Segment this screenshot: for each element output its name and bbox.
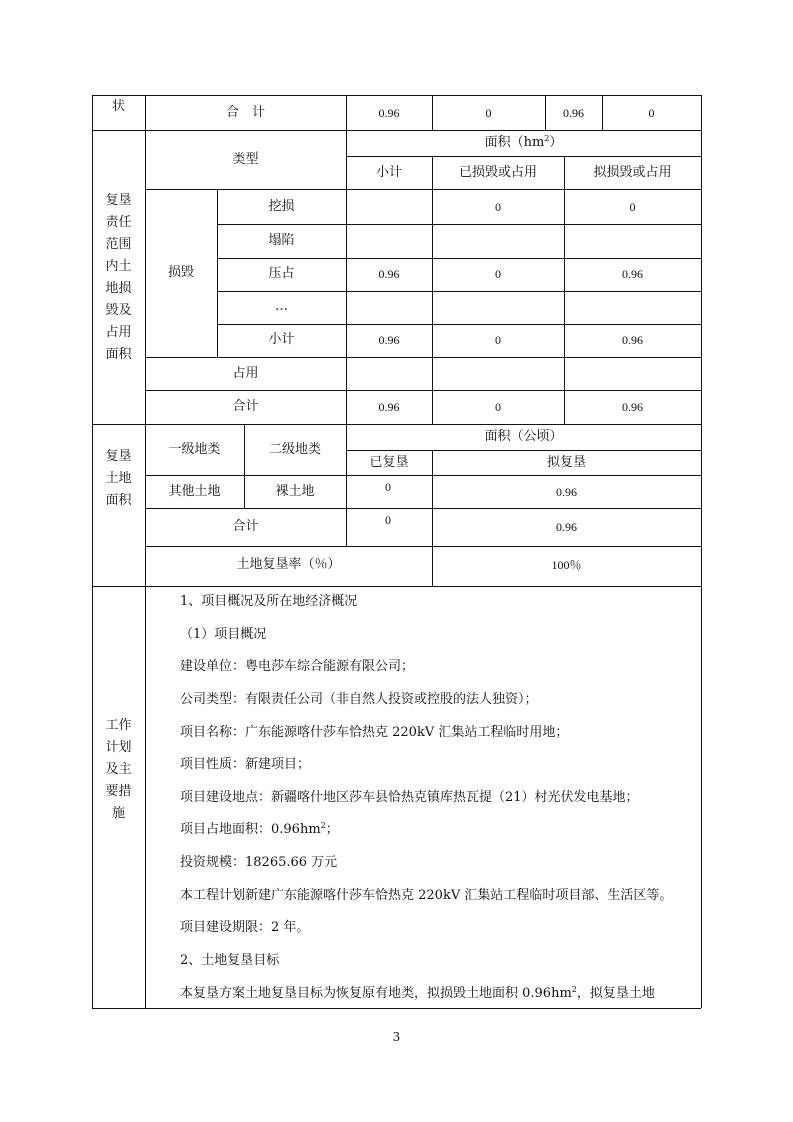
work-section-title [94,715,143,825]
work-line: 1、项目概况及所在地经济概况 [180,594,358,609]
row-line [92,130,701,131]
title-char: 工作 [105,718,132,733]
col-line [145,95,146,1008]
row-line [217,291,701,292]
top-value-1: 0.96 [378,106,400,120]
work-line: 2、土地复垦目标 [180,953,280,968]
row-line [145,546,701,547]
title-char: 计划 [105,740,132,755]
row-line [145,357,701,358]
row-value: 0 [629,200,636,214]
title-char: 地损 [105,281,132,296]
area-header-end: ） [549,135,563,150]
work-line-target [180,986,655,1002]
row-value: 0 [495,200,501,214]
superscript: 2 [571,985,577,994]
superscript: 2 [320,821,326,830]
work-line: 项目性质：新建项目； [180,757,311,772]
row-line [346,156,701,157]
work-line: 本工程计划新建广东能源喀什莎车恰热克 220kV 汇集站工程临时项目部、生活区等。 [180,888,673,903]
semicolon: ； [325,822,339,837]
title-char: 要措 [105,784,132,799]
work-line: 投资规模：18265.66 万元 [180,855,338,870]
row-line [145,508,701,509]
title-char: 内土 [105,259,132,274]
reclaim-rate-value: 100％ [551,558,582,572]
title-char: 面积 [105,493,132,508]
col-subtotal-header: 小计 [375,165,402,180]
level2-header: 二级地类 [268,442,321,457]
table-border-top [92,95,701,96]
row-value: 0.96 [378,400,400,414]
title-char: 责任 [105,215,132,230]
area-header-sup: 2 [544,134,550,143]
area-header-text: 面积（hm [484,135,545,150]
row-line [145,189,701,190]
work-line-tail: ，拟复垦土地 [576,986,655,1001]
row-value: 0 [495,333,501,347]
reclaim-total-label: 合计 [232,519,259,534]
row-value: 0.96 [622,333,643,347]
reclaim-total-done: 0 [385,513,391,527]
area-hm2-header [346,135,701,151]
row-name-subsidence: 塌陷 [268,233,295,248]
col-line [564,156,565,424]
row-line [217,258,701,259]
row-line [217,224,701,225]
level1-header: 一级地类 [168,442,221,457]
title-char: 土地 [105,471,132,486]
title-char: 复垦 [105,193,132,208]
work-line: 项目建设期限：2 年。 [180,920,310,935]
title-char: 面积 [105,347,132,362]
row-name-occupy: 占用 [232,366,259,381]
work-line: 本复垦方案土地复垦目标为恢复原有地类，拟损毁土地面积 0.96hm [180,986,572,1001]
top-value-3: 0.96 [563,106,584,120]
row-line [145,475,701,476]
title-char: 占用 [105,325,132,340]
work-line-area [180,822,339,838]
work-line: 公司类型：有限责任公司（非自然人投资或控股的法人独资）； [180,692,538,707]
top-total-label: 合 计 [225,105,265,120]
work-line: 项目建设地点：新疆喀什地区莎车县恰热克镇库热瓦提（21）村光伏发电基地； [180,790,639,805]
reclaim-total-planned: 0.96 [556,520,577,534]
table-border-left [92,95,93,1008]
title-char: 毁及 [105,303,132,318]
row-line [145,390,701,391]
reclaim-planned-value: 0.96 [556,485,577,499]
work-line: 项目占地面积：0.96hm [180,822,321,837]
reclaim-done-value: 0 [385,480,391,494]
top-value-2: 0 [485,106,492,120]
row-value: 0 [495,400,501,414]
col-done-header: 已复垦 [369,455,409,470]
title-char: 施 [111,806,125,821]
row-name-ellipsis: … [275,299,288,314]
work-line: 项目名称：广东能源喀什莎车恰热克 220kV 汇集站工程临时用地； [180,725,569,740]
row-name-excavation: 挖损 [268,199,295,214]
table-border-bottom [92,1008,701,1009]
table-border-right [701,95,702,1008]
col-planned-header: 拟损毁或占用 [593,165,672,180]
row-line [346,450,701,451]
title-char: 复垦 [105,449,132,464]
col-line [432,156,433,424]
row-value: 0.96 [622,400,643,414]
row-line [217,324,701,325]
work-line: （1）项目概况 [180,627,267,642]
area-hectare-header: 面积（公顷） [484,429,563,444]
row-value: 0 [495,267,501,281]
title-char: 范围 [105,237,132,252]
row-name-total: 合计 [232,399,259,414]
level2-value: 裸土地 [275,484,315,499]
reclaim-section-title [94,446,143,512]
top-value-4: 0 [648,106,655,120]
page-number: 3 [392,1030,401,1044]
type-header: 类型 [232,152,259,167]
col-planned-reclaim-header: 拟复垦 [546,455,586,470]
row-value: 0.96 [378,333,400,347]
state-label: 状 [111,99,125,114]
row-line [92,424,701,425]
row-line [92,586,701,587]
row-value: 0.96 [378,267,400,281]
damage-section-title [94,190,143,366]
row-value: 0.96 [622,267,643,281]
row-name-subtotal: 小计 [268,332,295,347]
row-name-compaction: 压占 [268,266,295,281]
reclaim-rate-label: 土地复垦率（％） [236,557,341,572]
work-line: 建设单位：粤电莎车综合能源有限公司； [180,659,415,674]
level1-value: 其他土地 [168,484,221,499]
col-damaged-header: 已损毁或占用 [458,165,537,180]
title-char: 及主 [105,762,132,777]
damage-group-label: 损毁 [167,265,194,280]
